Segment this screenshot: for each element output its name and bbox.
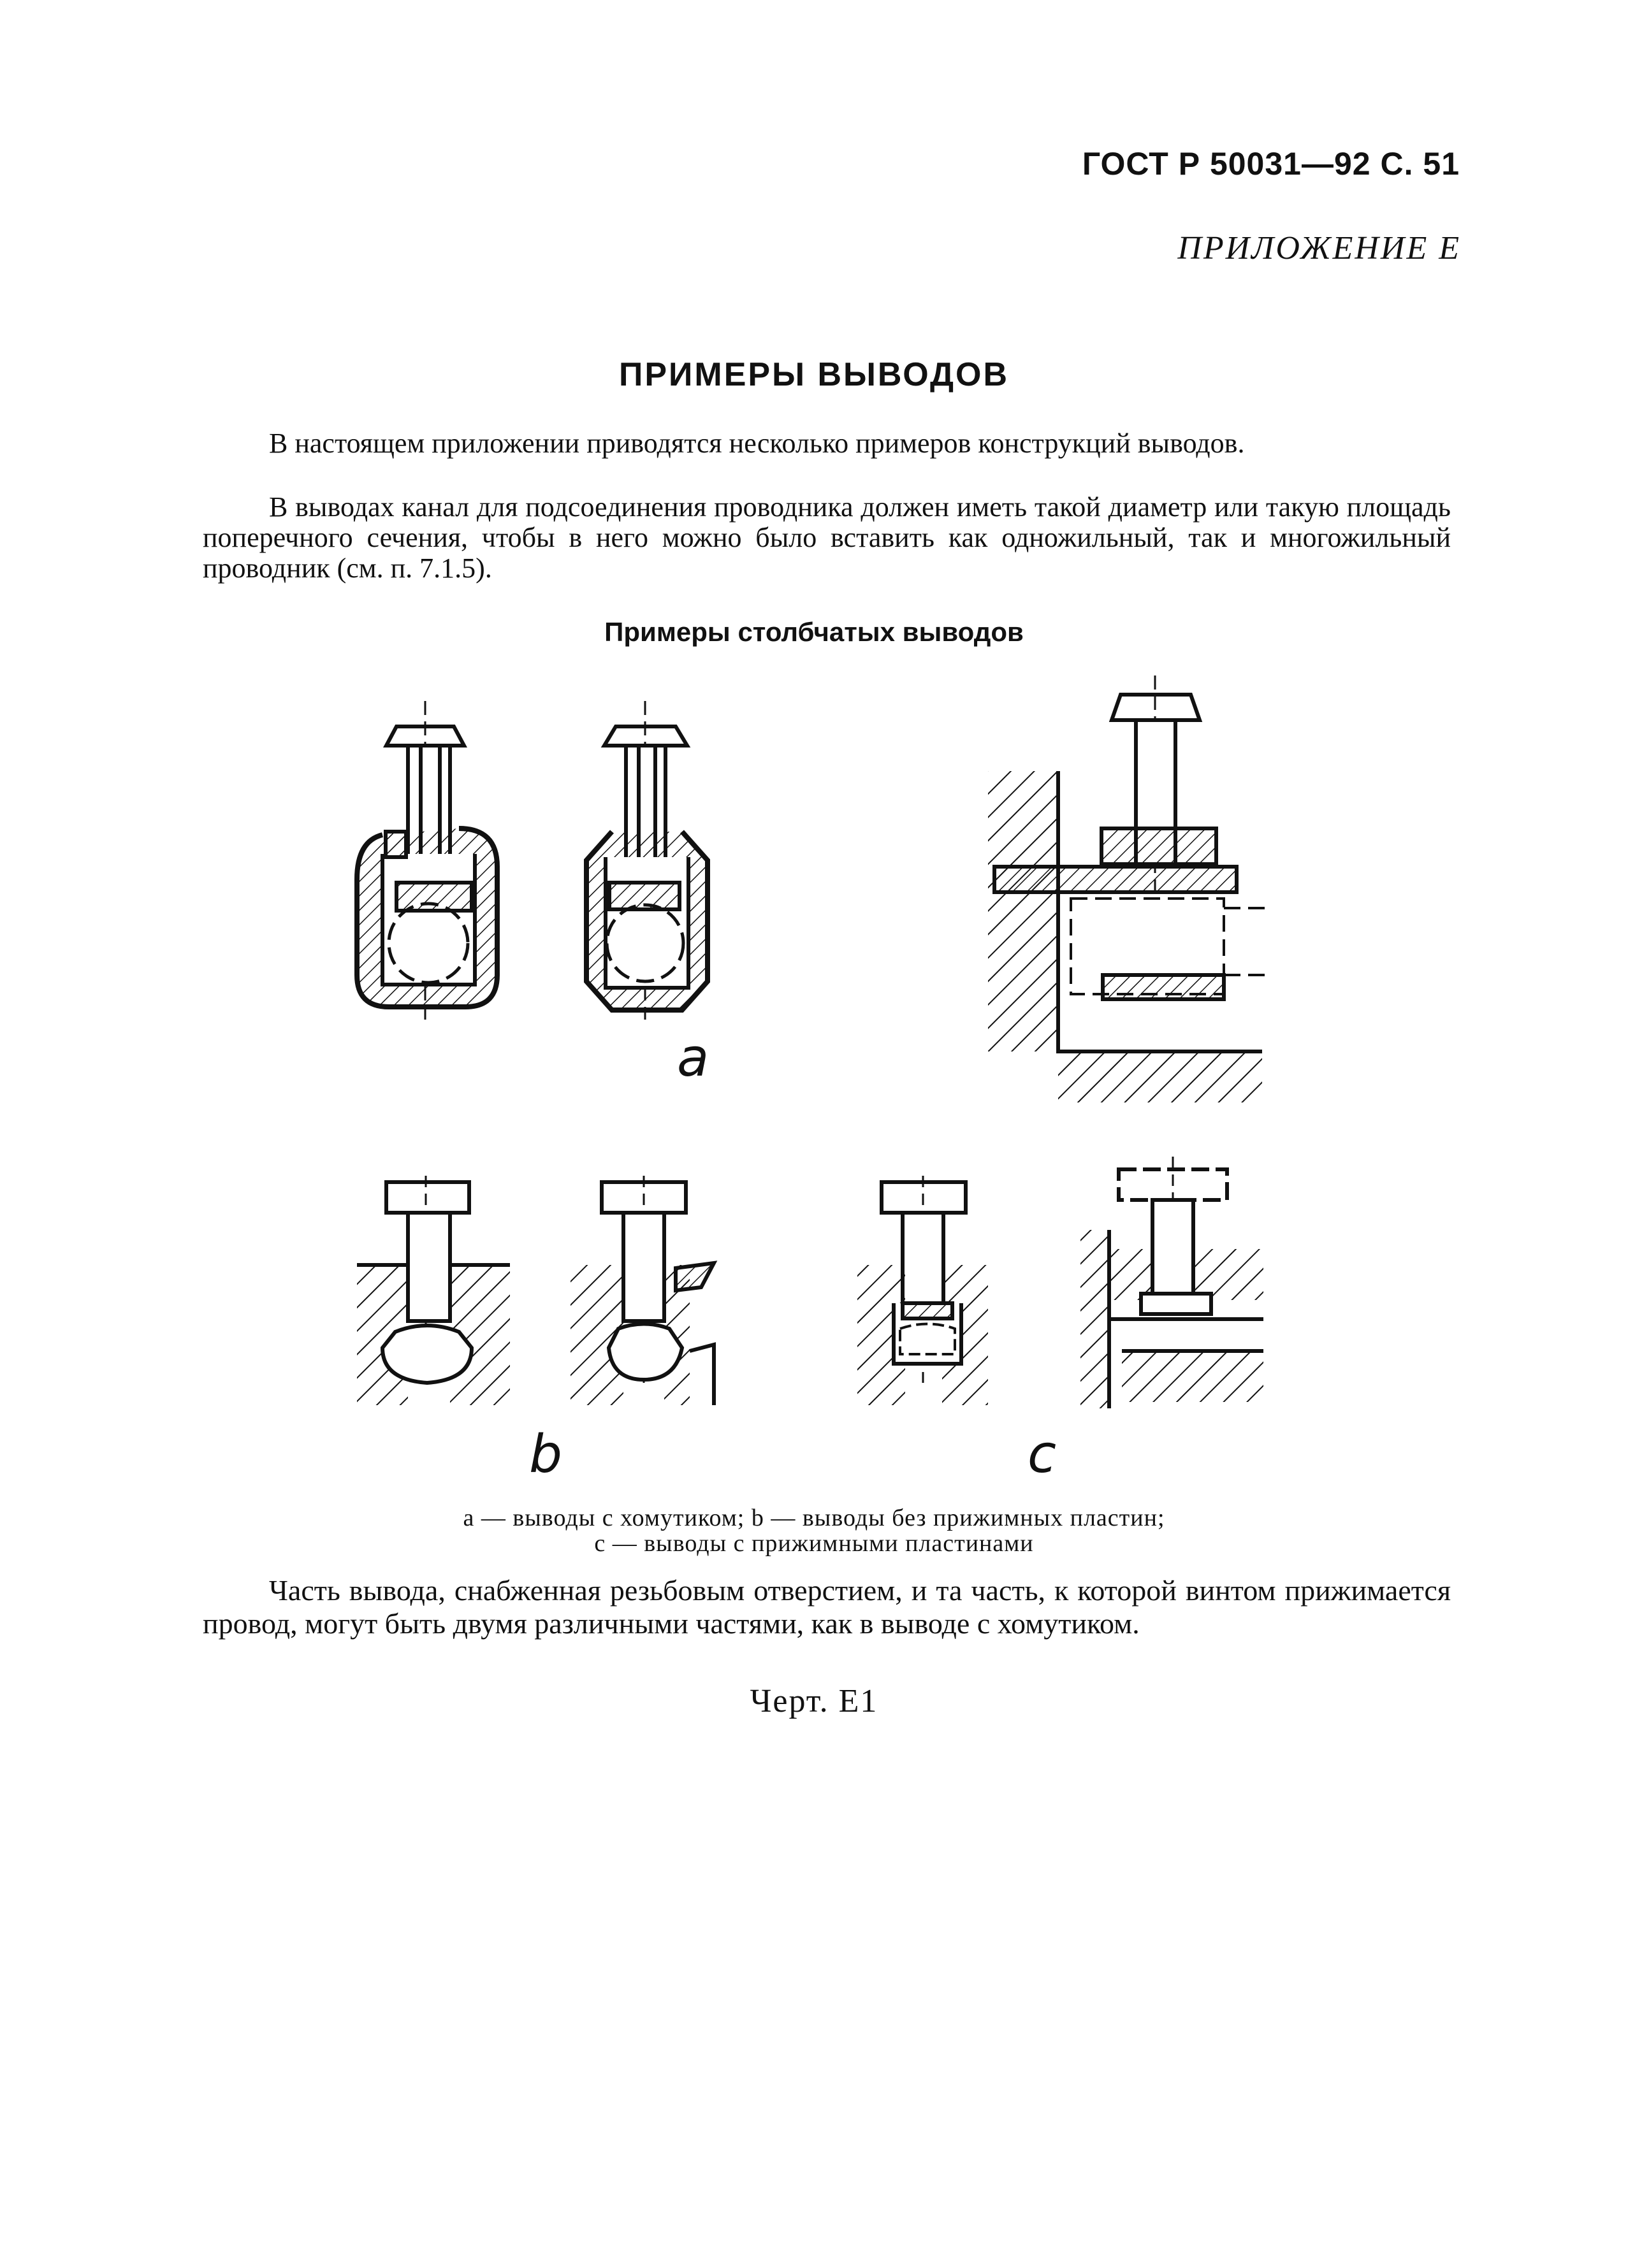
appendix-label: ПРИЛОЖЕНИЕ Е — [1177, 230, 1461, 266]
label-b: b — [529, 1424, 563, 1485]
figure-caption-line-2: c — выводы с прижимными пластинами — [594, 1530, 1034, 1557]
terminal-c1-drawing — [857, 1176, 988, 1405]
terminal-b2-drawing — [571, 1176, 714, 1405]
note-paragraph-text: Часть вывода, снабженная резьбовым отверстием, и та часть, к которой винтом прижимается провод, могут быть двумя различными частями, как в выводе с хомутиком. — [203, 1574, 1451, 1640]
note-paragraph — [203, 1574, 1451, 1640]
page-title: ПРИМЕРЫ ВЫВОДОВ — [619, 356, 1009, 393]
terminal-a1-drawing — [357, 701, 497, 1020]
figure-subtitle: Примеры столбчатых выводов — [604, 617, 1024, 647]
drawing-number: Черт. Е1 — [750, 1683, 878, 1719]
terminal-a2-drawing — [586, 701, 708, 1020]
figure-caption-line-1: a — выводы с хомутиком; b — выводы без прижимных пластин; — [463, 1505, 1165, 1531]
intro-paragraph-2-text: В выводах канал для подсоединения проводника должен иметь такой диаметр или такую площадь поперечного сечения, чтобы в него можно было вставить как одножильный, так и многожильный проводник (см. п. 7.1.5). — [203, 491, 1451, 584]
label-a: a — [677, 1028, 709, 1088]
terminal-c2-drawing — [1080, 1157, 1263, 1408]
intro-paragraph-1-text: В настоящем приложении приводятся несколько примеров конструкций выводов. — [269, 428, 1245, 459]
terminal-a3-drawing — [988, 675, 1268, 1102]
terminal-b1-drawing — [357, 1176, 510, 1405]
label-c: c — [1028, 1424, 1057, 1485]
document-reference: ГОСТ Р 50031—92 С. 51 — [1082, 146, 1460, 182]
